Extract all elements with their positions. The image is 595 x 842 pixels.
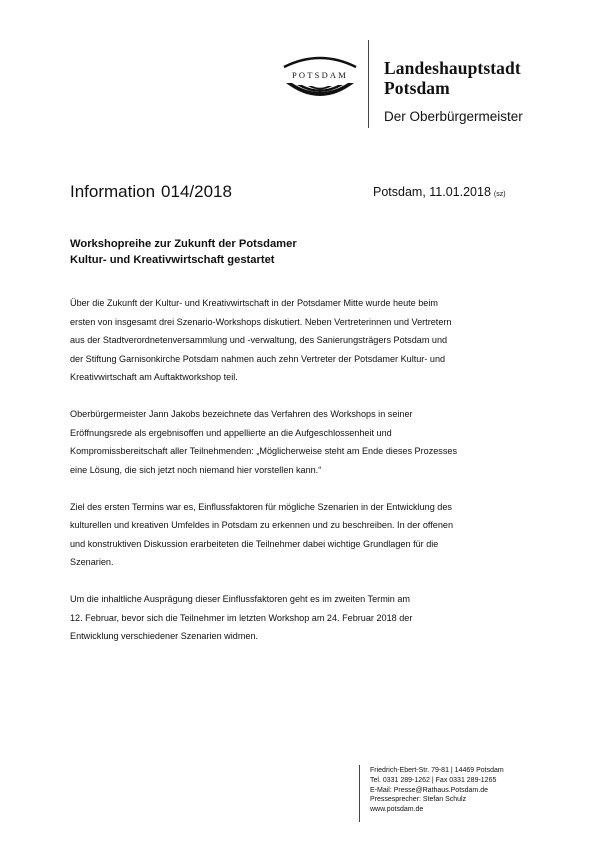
- text-line: Kreativwirtschaft am Auftaktworkshop teil.: [70, 372, 238, 382]
- text-line: kulturellen und kreativen Umfeldes in Potsdam zu erkennen und zu beschreiben. In der offenen: [70, 520, 454, 530]
- text-line: Um die inhaltliche Ausprägung dieser Einflussfaktoren geht es im zweiten Termin am: [70, 594, 411, 604]
- footer-spokesperson: Pressesprecher: Stefan Schulz: [370, 796, 467, 804]
- org-line-2: Potsdam: [384, 78, 450, 98]
- info-label-text: Information: [70, 182, 156, 201]
- text-line: Szenarien.: [70, 557, 114, 567]
- office-name: Der Oberbürgermeister: [384, 109, 523, 124]
- dateline: [373, 185, 506, 199]
- org-line-1: Landeshauptstadt: [384, 58, 521, 78]
- text-line: Oberbürgermeister Jann Jakobs bezeichnete das Verfahren des Workshops in seiner: [70, 409, 413, 419]
- footer-email-link[interactable]: E-Mail: Presse@Rathaus.Potsdam.de: [370, 786, 488, 794]
- text-line: 12. Februar, bevor sich die Teilnehmer im letzten Workshop am 24. Februar 2018 der: [70, 612, 413, 623]
- footer-divider: [359, 765, 360, 822]
- text-line: Ziel des ersten Termins war es, Einflussfaktoren für mögliche Szenarien in der Entwicklung des: [70, 501, 452, 512]
- body-text: [70, 294, 532, 664]
- date-text: Potsdam, 11.01.2018: [373, 185, 491, 199]
- headline: [70, 236, 510, 268]
- headline-line-2: Kultur- und Kreativwirtschaft gestartet: [70, 254, 275, 266]
- text-line: Kompromissbereitschaft aller Teilnehmenden: „Möglicherweise steht am Ende dieses Prozesses: [70, 446, 458, 456]
- footer-web-link[interactable]: www.potsdam.de: [370, 806, 424, 814]
- text-line: und konstruktiven Diskussion erarbeiteten die Teilnehmer dabei wichtige Grundlagen für die: [70, 538, 439, 549]
- contact-footer: [370, 766, 504, 815]
- info-number: 014/2018: [161, 182, 232, 201]
- potsdam-logo: [280, 55, 360, 105]
- header-divider: [368, 40, 369, 128]
- logo-text: POTSDAM: [291, 70, 349, 80]
- text-line: Über die Zukunft der Kultur- und Kreativwirtschaft in der Potsdamer Mitte wurde heute beim: [70, 298, 438, 308]
- organization-name: [384, 58, 521, 98]
- paragraph-2: [70, 405, 532, 479]
- text-line: Eröffnungsrede als ergebnisoffen und appellierte an die Aufgeschlossenheit und: [70, 427, 392, 438]
- author-initials: (sz): [493, 191, 506, 198]
- paragraph-4: [70, 590, 532, 646]
- footer-phone: Tel. 0331 289-1262 | Fax 0331 289-1265: [370, 776, 497, 784]
- text-line: ersten von insgesamt drei Szenario-Workshops diskutiert. Neben Vertreterinnen und Vertretern: [70, 316, 452, 327]
- text-line: der Stiftung Garnisonkirche Potsdam nahmen auch zehn Vertreter der Potsdamer Kultur- und: [70, 353, 446, 364]
- text-line: eine Lösung, die sich jetzt noch niemand hier vorstellen kann.“: [70, 464, 322, 475]
- text-line: Entwicklung verschiedener Szenarien widmen.: [70, 631, 259, 641]
- paragraph-3: [70, 498, 532, 572]
- headline-line-1: Workshopreihe zur Zukunft der Potsdamer: [70, 238, 297, 250]
- paragraph-1: [70, 294, 532, 387]
- information-label: [70, 182, 232, 202]
- footer-address: Friedrich-Ebert-Str. 79-81 | 14469 Potsdam: [370, 767, 504, 774]
- text-line: aus der Stadtverordnetenversammlung und -verwaltung, des Sanierungsträgers Potsdam und: [70, 335, 448, 345]
